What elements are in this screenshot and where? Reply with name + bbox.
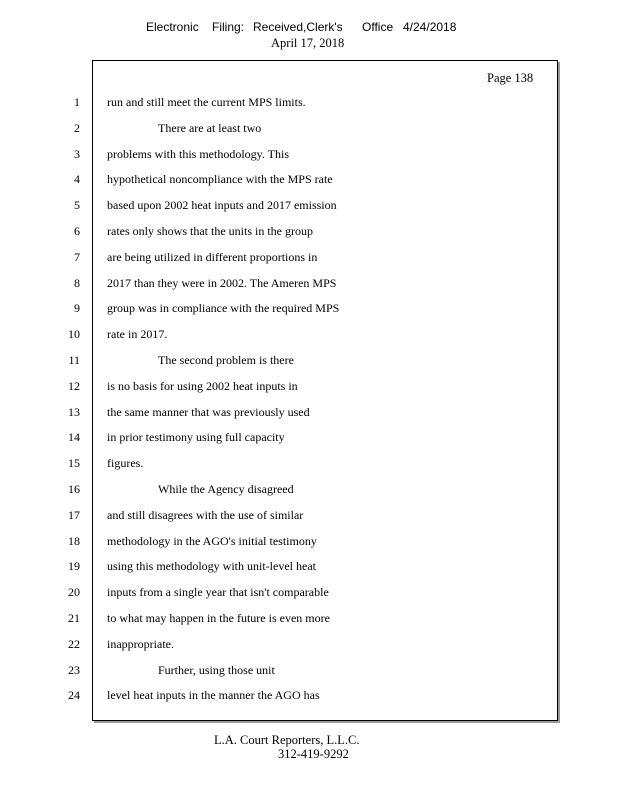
transcript-line — [0, 195, 618, 215]
stamp-filing: Filing: — [212, 20, 245, 34]
header-date: April 17, 2018 — [271, 36, 345, 50]
transcript-line — [0, 376, 618, 396]
line-text: The second problem is there — [158, 353, 294, 367]
line-text: based upon 2002 heat inputs and 2017 emission — [107, 198, 337, 213]
line-number: 1 — [74, 95, 80, 109]
stamp-office: Office — [362, 20, 394, 34]
line-text: in prior testimony using full capacity — [107, 430, 285, 445]
line-number: 24 — [68, 688, 80, 703]
transcript-line — [0, 169, 618, 189]
line-number: 8 — [74, 275, 80, 290]
line-number: 17 — [68, 507, 80, 522]
line-text: using this methodology with unit-level heat — [107, 559, 316, 574]
transcript-line — [0, 479, 618, 499]
line-number: 21 — [68, 611, 80, 625]
transcript-line — [0, 582, 618, 602]
transcript-line — [0, 402, 618, 422]
line-text: rates only shows that the units in the group — [107, 224, 313, 238]
transcript-line — [0, 298, 618, 318]
line-number: 23 — [68, 662, 80, 677]
line-text: to what may happen in the future is even more — [107, 611, 330, 625]
line-number: 2 — [74, 120, 80, 135]
filing-stamp — [0, 20, 618, 36]
line-text: hypothetical noncompliance with the MPS rate — [107, 172, 333, 187]
line-number: 22 — [68, 636, 80, 651]
transcript-line — [0, 505, 618, 525]
footer-company: L.A. Court Reporters, L.L.C. — [214, 733, 360, 747]
transcript-line — [0, 144, 618, 164]
transcript-line — [0, 92, 618, 112]
line-text: level heat inputs in the manner the AGO has — [107, 688, 320, 703]
line-text: methodology in the AGO's initial testimony — [107, 533, 317, 548]
line-number: 15 — [68, 456, 80, 471]
line-number: 16 — [68, 482, 80, 496]
footer-phone: 312-419-9292 — [278, 747, 349, 761]
transcript-line — [0, 350, 618, 370]
line-text: rate in 2017. — [107, 327, 168, 342]
line-text: There are at least two — [158, 120, 262, 135]
transcript-line — [0, 221, 618, 241]
transcript-line — [0, 118, 618, 138]
line-text: While the Agency disagreed — [158, 482, 294, 496]
line-text: group was in compliance with the required MPS — [107, 301, 340, 316]
transcript-line — [0, 685, 618, 705]
line-number: 3 — [74, 146, 80, 161]
stamp-electronic: Electronic — [146, 20, 199, 34]
line-text: are being utilized in different proportions in — [107, 249, 318, 264]
line-number: 14 — [68, 430, 80, 445]
line-text: is no basis for using 2002 heat inputs in — [107, 378, 298, 393]
line-text: problems with this methodology. This — [107, 146, 289, 161]
line-text: inputs from a single year that isn't comparable — [107, 585, 329, 600]
transcript-line — [0, 531, 618, 551]
line-text: figures. — [107, 456, 144, 471]
page-number: Page 138 — [487, 71, 534, 85]
transcript-line — [0, 608, 618, 628]
line-number: 20 — [68, 585, 80, 600]
transcript-line — [0, 660, 618, 680]
transcript-line — [0, 427, 618, 447]
transcript-line — [0, 324, 618, 344]
line-text: 2017 than they were in 2002. The Ameren MPS — [107, 275, 337, 290]
line-number: 19 — [68, 559, 80, 574]
line-text: Further, using those unit — [158, 662, 275, 677]
stamp-received-clerks: Received,Clerk's — [253, 20, 343, 34]
transcript-line — [0, 247, 618, 267]
line-number: 11 — [68, 353, 80, 367]
line-text: run and still meet the current MPS limits. — [107, 95, 306, 109]
transcript-line — [0, 453, 618, 473]
transcript-line — [0, 634, 618, 654]
line-number: 18 — [68, 533, 80, 548]
line-text: and still disagrees with the use of similar — [107, 507, 304, 522]
line-number: 4 — [74, 172, 80, 187]
line-text: inappropriate. — [107, 636, 174, 651]
line-number: 9 — [74, 301, 80, 316]
transcript-line — [0, 273, 618, 293]
line-number: 6 — [74, 224, 80, 238]
line-number: 7 — [74, 249, 80, 264]
transcript-line — [0, 556, 618, 576]
line-number: 13 — [68, 404, 80, 419]
stamp-date: 4/24/2018 — [403, 20, 457, 34]
line-number: 12 — [68, 378, 80, 393]
line-text: the same manner that was previously used — [107, 404, 310, 419]
line-number: 5 — [74, 198, 80, 213]
line-number: 10 — [68, 327, 80, 342]
